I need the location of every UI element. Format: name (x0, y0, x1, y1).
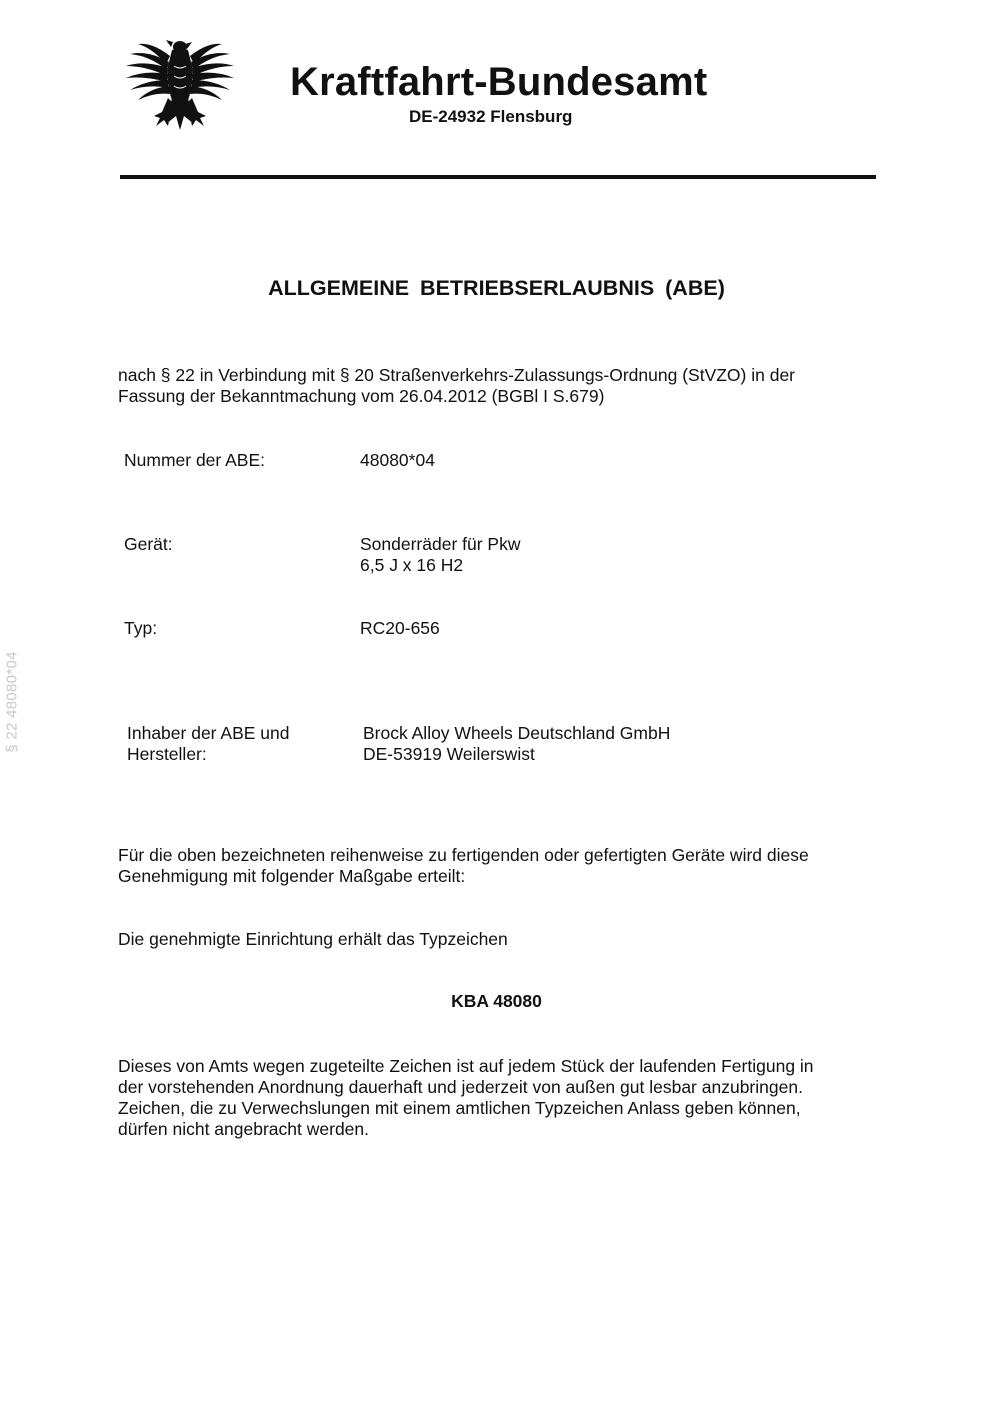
abe-number-value: 48080*04 (360, 450, 435, 470)
type-mark-intro: Die genehmigte Einrichtung erhält das Typzeichen (118, 929, 508, 949)
final-paragraph (118, 1056, 878, 1140)
document-title: ALLGEMEINE BETRIEBSERLAUBNIS (ABE) (268, 276, 725, 300)
abe-number-label: Nummer der ABE: (124, 450, 266, 470)
final-line: Zeichen, die zu Verwechslungen mit einem amtlichen Typzeichen Anlass geben können, (118, 1098, 801, 1118)
final-line: Dieses von Amts wegen zugeteilte Zeichen ist auf jedem Stück der laufenden Fertigung in (118, 1056, 814, 1076)
organization-address: DE-24932 Flensburg (409, 107, 573, 126)
holder-value (363, 723, 670, 765)
holder-value-line: DE-53919 Weilerswist (363, 744, 535, 764)
type-mark: KBA 48080 (451, 991, 542, 1011)
federal-eagle-icon (122, 36, 238, 142)
approval-line: Für die oben bezeichneten reihenweise zu fertigenden oder gefertigten Geräte wird diese (118, 845, 809, 865)
organization-name: Kraftfahrt-Bundesamt (290, 60, 708, 104)
type-label: Typ: (124, 618, 158, 638)
device-label: Gerät: (124, 534, 173, 554)
approval-line: Genehmigung mit folgender Maßgabe erteilt: (118, 866, 466, 886)
side-stamp: § 22 48080*04 (3, 651, 21, 753)
holder-label (127, 723, 289, 765)
approval-paragraph (118, 845, 878, 887)
holder-label-line: Inhaber der ABE und (127, 723, 290, 743)
final-line: dürfen nicht angebracht werden. (118, 1119, 369, 1139)
device-value-line: Sonderräder für Pkw (360, 534, 521, 554)
final-line: der vorstehenden Anordnung dauerhaft und jederzeit von außen gut lesbar anzubringen. (118, 1077, 803, 1097)
header-divider (120, 175, 876, 179)
legal-basis-paragraph (118, 365, 878, 407)
type-value: RC20-656 (360, 618, 440, 638)
legal-basis-line: nach § 22 in Verbindung mit § 20 Straßenverkehrs-Zulassungs-Ordnung (StVZO) in der (118, 365, 796, 385)
holder-label-line: Hersteller: (127, 744, 207, 764)
device-value (360, 534, 521, 576)
device-value-line: 6,5 J x 16 H2 (360, 555, 464, 575)
legal-basis-line: Fassung der Bekanntmachung vom 26.04.2012 (BGBl I S.679) (118, 386, 605, 406)
holder-value-line: Brock Alloy Wheels Deutschland GmbH (363, 723, 671, 743)
